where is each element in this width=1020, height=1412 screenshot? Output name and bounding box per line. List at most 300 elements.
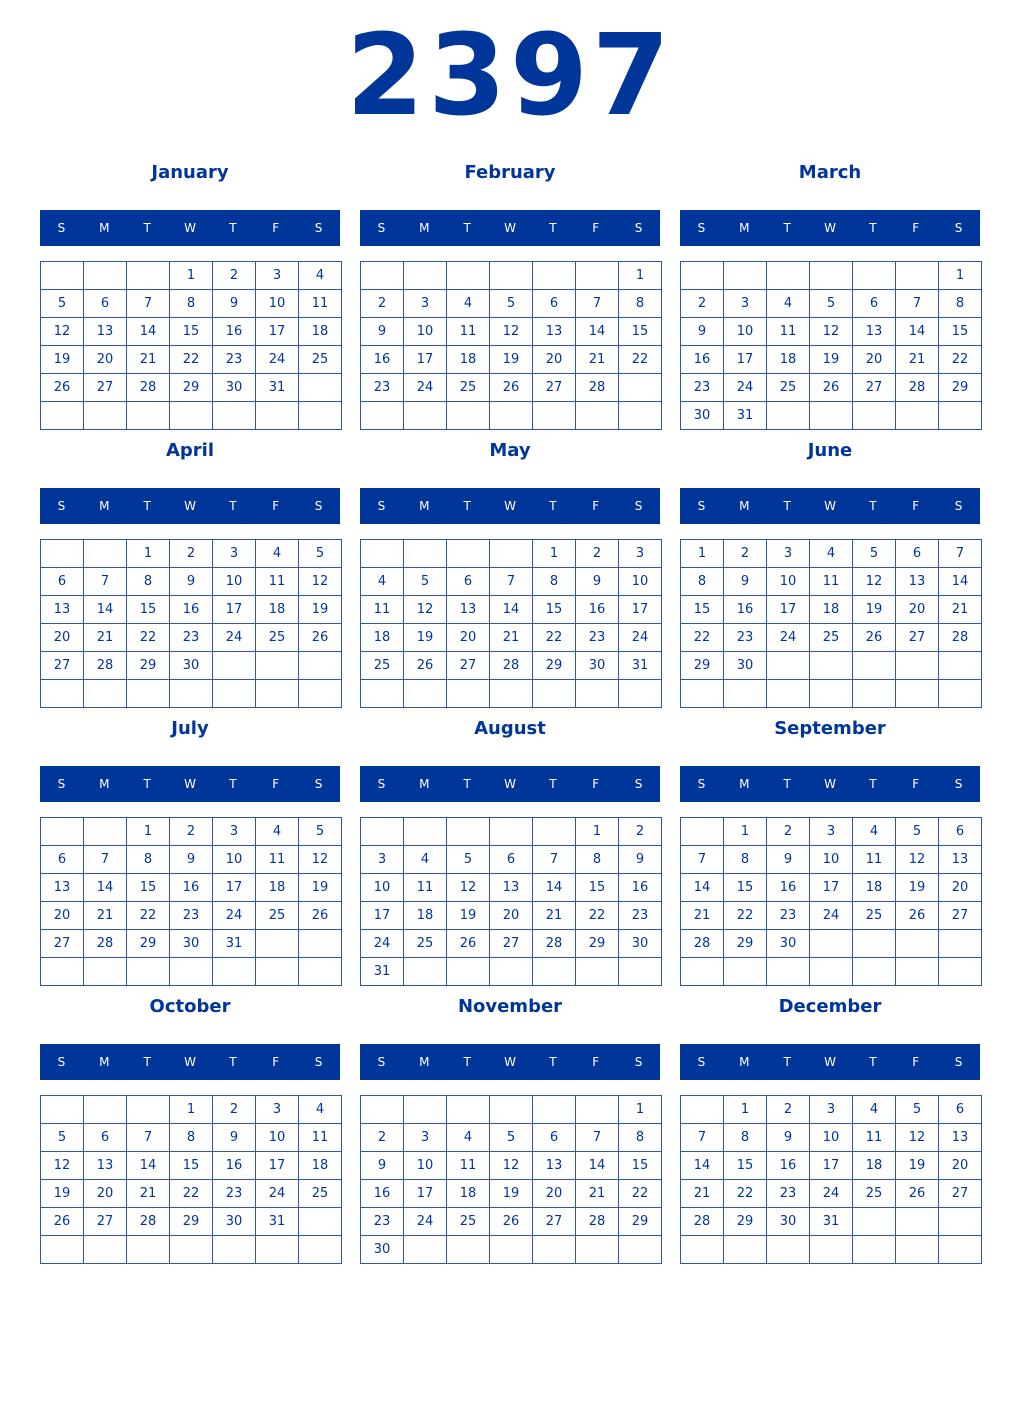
day-cell: 27 bbox=[533, 374, 576, 402]
day-cell: 15 bbox=[724, 874, 767, 902]
day-cell: 4 bbox=[256, 818, 299, 846]
day-cell: 15 bbox=[170, 1152, 213, 1180]
day-cell: 19 bbox=[490, 1180, 533, 1208]
empty-cell bbox=[213, 1236, 256, 1264]
week-row bbox=[681, 930, 982, 958]
day-cell: 8 bbox=[127, 568, 170, 596]
day-cell: 1 bbox=[127, 818, 170, 846]
empty-cell bbox=[810, 1236, 853, 1264]
day-cell: 10 bbox=[361, 874, 404, 902]
week-row bbox=[41, 874, 342, 902]
weekday-label: S bbox=[377, 499, 386, 513]
week-row bbox=[681, 290, 982, 318]
month-name: March bbox=[798, 162, 862, 183]
day-cell: 27 bbox=[41, 652, 84, 680]
day-cell: 20 bbox=[939, 1152, 982, 1180]
empty-cell bbox=[299, 680, 342, 708]
week-row bbox=[681, 818, 982, 846]
day-cell: 21 bbox=[533, 902, 576, 930]
weekday-label: F bbox=[912, 1055, 920, 1069]
day-cell: 19 bbox=[299, 874, 342, 902]
day-cell: 1 bbox=[533, 540, 576, 568]
week-row bbox=[361, 1208, 662, 1236]
weekday-label: M bbox=[99, 499, 110, 513]
month-name: June bbox=[807, 440, 853, 461]
week-row bbox=[41, 374, 342, 402]
day-cell: 24 bbox=[810, 902, 853, 930]
day-cell: 22 bbox=[724, 902, 767, 930]
empty-cell bbox=[490, 262, 533, 290]
week-row bbox=[681, 1180, 982, 1208]
week-row bbox=[361, 652, 662, 680]
empty-cell bbox=[299, 958, 342, 986]
day-cell: 3 bbox=[256, 1096, 299, 1124]
week-row bbox=[681, 624, 982, 652]
day-cell: 24 bbox=[724, 374, 767, 402]
day-cell: 28 bbox=[127, 374, 170, 402]
day-cell: 8 bbox=[724, 846, 767, 874]
empty-cell bbox=[939, 958, 982, 986]
empty-cell bbox=[84, 262, 127, 290]
day-cell: 14 bbox=[576, 1152, 619, 1180]
empty-cell bbox=[853, 930, 896, 958]
day-grid bbox=[40, 539, 342, 708]
weekday-label: T bbox=[549, 499, 557, 513]
weekday-label: T bbox=[143, 1055, 151, 1069]
day-cell: 19 bbox=[41, 346, 84, 374]
weekday-label: S bbox=[634, 1055, 643, 1069]
day-cell: 20 bbox=[41, 624, 84, 652]
day-cell: 18 bbox=[404, 902, 447, 930]
week-row bbox=[361, 1236, 662, 1264]
weekday-label: T bbox=[463, 221, 471, 235]
day-cell: 25 bbox=[256, 902, 299, 930]
empty-cell bbox=[619, 958, 662, 986]
day-cell: 20 bbox=[84, 1180, 127, 1208]
day-grid bbox=[40, 1095, 342, 1264]
weekday-label: S bbox=[377, 221, 386, 235]
day-cell: 15 bbox=[724, 1152, 767, 1180]
weekday-label: T bbox=[143, 499, 151, 513]
day-cell: 5 bbox=[490, 290, 533, 318]
day-cell: 18 bbox=[361, 624, 404, 652]
weekday-label: M bbox=[739, 499, 750, 513]
day-cell: 4 bbox=[447, 290, 490, 318]
weekday-label: M bbox=[99, 777, 110, 791]
day-cell: 28 bbox=[84, 652, 127, 680]
empty-cell bbox=[939, 1208, 982, 1236]
weekday-header bbox=[680, 488, 980, 524]
day-cell: 23 bbox=[724, 624, 767, 652]
day-cell: 2 bbox=[213, 1096, 256, 1124]
day-cell: 1 bbox=[576, 818, 619, 846]
day-cell: 2 bbox=[213, 262, 256, 290]
day-cell: 6 bbox=[41, 846, 84, 874]
day-cell: 9 bbox=[361, 318, 404, 346]
day-cell: 9 bbox=[361, 1152, 404, 1180]
day-cell: 13 bbox=[41, 874, 84, 902]
day-cell: 7 bbox=[939, 540, 982, 568]
day-cell: 25 bbox=[256, 624, 299, 652]
week-row bbox=[361, 818, 662, 846]
day-cell: 15 bbox=[533, 596, 576, 624]
day-cell: 15 bbox=[619, 1152, 662, 1180]
day-cell: 7 bbox=[127, 290, 170, 318]
empty-cell bbox=[896, 652, 939, 680]
empty-cell bbox=[896, 1208, 939, 1236]
day-cell: 28 bbox=[533, 930, 576, 958]
day-cell: 31 bbox=[810, 1208, 853, 1236]
month-january bbox=[40, 156, 340, 430]
week-row bbox=[41, 1236, 342, 1264]
empty-cell bbox=[41, 1236, 84, 1264]
week-row bbox=[41, 402, 342, 430]
day-cell: 25 bbox=[447, 374, 490, 402]
day-cell: 27 bbox=[896, 624, 939, 652]
week-row bbox=[681, 902, 982, 930]
weekday-label: T bbox=[549, 221, 557, 235]
day-cell: 7 bbox=[84, 568, 127, 596]
week-row bbox=[41, 1152, 342, 1180]
empty-cell bbox=[896, 262, 939, 290]
day-cell: 21 bbox=[84, 624, 127, 652]
empty-cell bbox=[127, 262, 170, 290]
empty-cell bbox=[84, 1236, 127, 1264]
day-cell: 7 bbox=[490, 568, 533, 596]
week-row bbox=[361, 624, 662, 652]
day-cell: 23 bbox=[576, 624, 619, 652]
week-row bbox=[41, 262, 342, 290]
week-row bbox=[681, 846, 982, 874]
day-cell: 18 bbox=[447, 1180, 490, 1208]
day-cell: 30 bbox=[767, 1208, 810, 1236]
day-cell: 3 bbox=[404, 1124, 447, 1152]
day-cell: 13 bbox=[533, 1152, 576, 1180]
day-cell: 21 bbox=[681, 1180, 724, 1208]
day-cell: 12 bbox=[810, 318, 853, 346]
empty-cell bbox=[170, 1236, 213, 1264]
day-cell: 1 bbox=[939, 262, 982, 290]
empty-cell bbox=[533, 680, 576, 708]
day-cell: 30 bbox=[213, 374, 256, 402]
day-cell: 14 bbox=[896, 318, 939, 346]
day-cell: 12 bbox=[41, 1152, 84, 1180]
week-row bbox=[361, 680, 662, 708]
day-cell: 26 bbox=[896, 902, 939, 930]
empty-cell bbox=[533, 262, 576, 290]
empty-cell bbox=[447, 680, 490, 708]
day-cell: 11 bbox=[447, 1152, 490, 1180]
day-cell: 7 bbox=[127, 1124, 170, 1152]
month-may bbox=[360, 434, 660, 708]
weekday-label: S bbox=[57, 777, 66, 791]
month-name: November bbox=[457, 996, 563, 1017]
empty-cell bbox=[853, 1236, 896, 1264]
weekday-label: S bbox=[634, 221, 643, 235]
week-row bbox=[361, 930, 662, 958]
empty-cell bbox=[256, 652, 299, 680]
empty-cell bbox=[256, 680, 299, 708]
week-row bbox=[41, 1096, 342, 1124]
day-cell: 4 bbox=[299, 1096, 342, 1124]
empty-cell bbox=[41, 680, 84, 708]
empty-cell bbox=[681, 262, 724, 290]
day-cell: 8 bbox=[619, 290, 662, 318]
day-cell: 6 bbox=[84, 290, 127, 318]
week-row bbox=[361, 596, 662, 624]
day-cell: 10 bbox=[724, 318, 767, 346]
day-cell: 10 bbox=[256, 1124, 299, 1152]
day-grid bbox=[680, 817, 982, 986]
empty-cell bbox=[724, 262, 767, 290]
week-row bbox=[361, 568, 662, 596]
month-october bbox=[40, 990, 340, 1264]
day-cell: 12 bbox=[490, 318, 533, 346]
day-cell: 13 bbox=[853, 318, 896, 346]
month-name: July bbox=[171, 718, 209, 739]
empty-cell bbox=[447, 958, 490, 986]
week-row bbox=[41, 930, 342, 958]
week-row bbox=[681, 540, 982, 568]
empty-cell bbox=[490, 958, 533, 986]
day-cell: 19 bbox=[490, 346, 533, 374]
day-cell: 17 bbox=[810, 1152, 853, 1180]
empty-cell bbox=[41, 540, 84, 568]
empty-cell bbox=[404, 540, 447, 568]
day-cell: 16 bbox=[213, 1152, 256, 1180]
day-cell: 4 bbox=[256, 540, 299, 568]
day-cell: 27 bbox=[447, 652, 490, 680]
day-cell: 29 bbox=[170, 1208, 213, 1236]
empty-cell bbox=[41, 262, 84, 290]
empty-cell bbox=[213, 402, 256, 430]
day-cell: 6 bbox=[84, 1124, 127, 1152]
weekday-label: S bbox=[954, 221, 963, 235]
day-cell: 13 bbox=[533, 318, 576, 346]
empty-cell bbox=[939, 1236, 982, 1264]
day-cell: 16 bbox=[213, 318, 256, 346]
week-row bbox=[41, 652, 342, 680]
weekday-label: S bbox=[314, 499, 323, 513]
empty-cell bbox=[213, 680, 256, 708]
empty-cell bbox=[681, 1236, 724, 1264]
weekday-label: T bbox=[463, 499, 471, 513]
day-cell: 18 bbox=[299, 318, 342, 346]
day-cell: 16 bbox=[767, 874, 810, 902]
day-cell: 26 bbox=[896, 1180, 939, 1208]
empty-cell bbox=[299, 374, 342, 402]
week-row bbox=[41, 1180, 342, 1208]
day-cell: 16 bbox=[361, 346, 404, 374]
empty-cell bbox=[576, 1236, 619, 1264]
empty-cell bbox=[619, 402, 662, 430]
day-cell: 4 bbox=[299, 262, 342, 290]
weekday-label: S bbox=[954, 1055, 963, 1069]
empty-cell bbox=[299, 1236, 342, 1264]
weekday-label: W bbox=[824, 221, 836, 235]
empty-cell bbox=[299, 930, 342, 958]
day-cell: 11 bbox=[767, 318, 810, 346]
month-february bbox=[360, 156, 660, 430]
empty-cell bbox=[170, 680, 213, 708]
day-cell: 24 bbox=[361, 930, 404, 958]
weekday-label: F bbox=[272, 499, 280, 513]
month-august bbox=[360, 712, 660, 986]
day-cell: 29 bbox=[681, 652, 724, 680]
day-cell: 3 bbox=[256, 262, 299, 290]
empty-cell bbox=[853, 262, 896, 290]
empty-cell bbox=[939, 402, 982, 430]
empty-cell bbox=[810, 262, 853, 290]
empty-cell bbox=[447, 262, 490, 290]
weekday-label: W bbox=[824, 1055, 836, 1069]
weekday-label: T bbox=[869, 777, 877, 791]
week-row bbox=[681, 680, 982, 708]
empty-cell bbox=[256, 402, 299, 430]
day-cell: 17 bbox=[256, 1152, 299, 1180]
week-row bbox=[41, 1208, 342, 1236]
weekday-label: F bbox=[912, 499, 920, 513]
weekday-label: T bbox=[229, 221, 237, 235]
day-cell: 20 bbox=[447, 624, 490, 652]
week-row bbox=[361, 262, 662, 290]
day-cell: 23 bbox=[213, 1180, 256, 1208]
day-cell: 8 bbox=[724, 1124, 767, 1152]
day-cell: 15 bbox=[681, 596, 724, 624]
empty-cell bbox=[84, 818, 127, 846]
weekday-label: M bbox=[419, 1055, 430, 1069]
week-row bbox=[41, 596, 342, 624]
day-cell: 1 bbox=[619, 262, 662, 290]
day-cell: 7 bbox=[896, 290, 939, 318]
weekday-label: S bbox=[697, 499, 706, 513]
day-cell: 30 bbox=[213, 1208, 256, 1236]
day-cell: 9 bbox=[576, 568, 619, 596]
weekday-label: T bbox=[869, 499, 877, 513]
weekday-label: T bbox=[783, 1055, 791, 1069]
empty-cell bbox=[404, 402, 447, 430]
weekday-label: T bbox=[783, 777, 791, 791]
weekday-label: M bbox=[419, 221, 430, 235]
day-cell: 28 bbox=[681, 930, 724, 958]
empty-cell bbox=[681, 818, 724, 846]
empty-cell bbox=[170, 402, 213, 430]
month-june bbox=[680, 434, 980, 708]
week-row bbox=[681, 1124, 982, 1152]
day-cell: 19 bbox=[810, 346, 853, 374]
day-grid bbox=[680, 261, 982, 430]
day-cell: 28 bbox=[576, 374, 619, 402]
empty-cell bbox=[767, 1236, 810, 1264]
empty-cell bbox=[939, 680, 982, 708]
day-cell: 10 bbox=[213, 846, 256, 874]
day-cell: 22 bbox=[576, 902, 619, 930]
day-cell: 4 bbox=[853, 818, 896, 846]
month-name: September bbox=[774, 718, 886, 739]
day-cell: 1 bbox=[170, 262, 213, 290]
month-name: December bbox=[778, 996, 882, 1017]
day-cell: 23 bbox=[361, 1208, 404, 1236]
empty-cell bbox=[256, 1236, 299, 1264]
day-cell: 11 bbox=[256, 846, 299, 874]
week-row bbox=[361, 318, 662, 346]
day-cell: 30 bbox=[576, 652, 619, 680]
empty-cell bbox=[127, 402, 170, 430]
day-cell: 3 bbox=[619, 540, 662, 568]
empty-cell bbox=[767, 958, 810, 986]
day-cell: 18 bbox=[853, 1152, 896, 1180]
day-cell: 4 bbox=[810, 540, 853, 568]
day-cell: 4 bbox=[853, 1096, 896, 1124]
empty-cell bbox=[361, 818, 404, 846]
day-cell: 28 bbox=[127, 1208, 170, 1236]
week-row bbox=[361, 346, 662, 374]
month-name: August bbox=[474, 718, 546, 739]
empty-cell bbox=[853, 1208, 896, 1236]
day-cell: 26 bbox=[490, 374, 533, 402]
day-cell: 13 bbox=[84, 1152, 127, 1180]
day-cell: 2 bbox=[361, 1124, 404, 1152]
day-cell: 13 bbox=[84, 318, 127, 346]
weekday-label: M bbox=[99, 221, 110, 235]
day-cell: 8 bbox=[127, 846, 170, 874]
day-cell: 25 bbox=[853, 902, 896, 930]
day-cell: 29 bbox=[127, 930, 170, 958]
day-cell: 28 bbox=[490, 652, 533, 680]
day-cell: 15 bbox=[619, 318, 662, 346]
weekday-label: T bbox=[549, 777, 557, 791]
weekday-label: F bbox=[912, 777, 920, 791]
day-cell: 19 bbox=[896, 1152, 939, 1180]
day-cell: 30 bbox=[681, 402, 724, 430]
day-cell: 14 bbox=[127, 1152, 170, 1180]
day-cell: 13 bbox=[939, 846, 982, 874]
day-grid bbox=[40, 261, 342, 430]
day-cell: 27 bbox=[84, 374, 127, 402]
day-cell: 12 bbox=[896, 1124, 939, 1152]
day-cell: 11 bbox=[810, 568, 853, 596]
day-cell: 12 bbox=[299, 568, 342, 596]
day-cell: 22 bbox=[619, 346, 662, 374]
day-cell: 26 bbox=[490, 1208, 533, 1236]
day-cell: 10 bbox=[256, 290, 299, 318]
day-cell: 25 bbox=[767, 374, 810, 402]
day-cell: 11 bbox=[361, 596, 404, 624]
empty-cell bbox=[361, 402, 404, 430]
empty-cell bbox=[533, 1236, 576, 1264]
day-cell: 14 bbox=[576, 318, 619, 346]
day-cell: 1 bbox=[619, 1096, 662, 1124]
week-row bbox=[361, 1180, 662, 1208]
weekday-label: M bbox=[419, 499, 430, 513]
day-cell: 31 bbox=[256, 1208, 299, 1236]
day-cell: 27 bbox=[939, 1180, 982, 1208]
day-cell: 13 bbox=[41, 596, 84, 624]
empty-cell bbox=[896, 958, 939, 986]
day-cell: 5 bbox=[810, 290, 853, 318]
weekday-label: S bbox=[697, 221, 706, 235]
weekday-label: F bbox=[592, 1055, 600, 1069]
week-row bbox=[41, 346, 342, 374]
day-cell: 19 bbox=[896, 874, 939, 902]
weekday-label: T bbox=[463, 777, 471, 791]
week-row bbox=[681, 652, 982, 680]
day-cell: 17 bbox=[724, 346, 767, 374]
day-cell: 25 bbox=[447, 1208, 490, 1236]
day-cell: 27 bbox=[41, 930, 84, 958]
week-row bbox=[361, 902, 662, 930]
day-cell: 14 bbox=[939, 568, 982, 596]
